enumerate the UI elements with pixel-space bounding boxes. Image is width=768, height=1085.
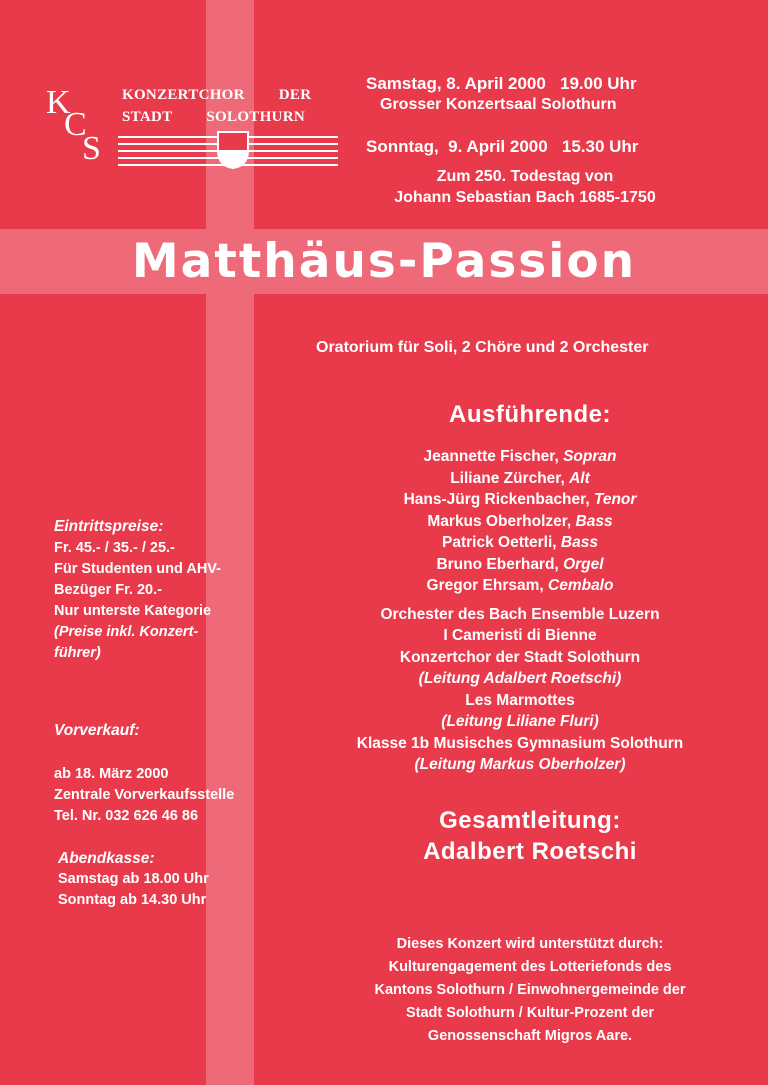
logo-letter-s: S [82, 130, 101, 167]
soloist-item [310, 511, 730, 533]
soloist-role: Alt [569, 469, 590, 487]
logo-letter-k: K [46, 84, 71, 121]
ensemble-item: Klasse 1b Musisches Gymnasium Solothurn [356, 734, 684, 752]
soloist-name: Patrick Oetterli, [442, 534, 561, 551]
logo-letter-c: C [64, 106, 87, 143]
soloist-role: Cembalo [548, 577, 614, 594]
date-line-saturday: Samstag, 8. April 2000 19.00 Uhr [366, 74, 637, 93]
soloist-name: Gregor Ehrsam, [426, 577, 548, 594]
boxoffice-block [58, 848, 209, 911]
soloist-item [310, 554, 730, 576]
presale-line: Tel. Nr. 032 626 46 86 [54, 808, 199, 824]
performers-heading: Ausführende: [449, 401, 611, 428]
soloist-name: Jeannette Fischer, [423, 448, 564, 465]
logo-word-konzertchor: KONZERTCHOR [122, 87, 245, 103]
logo-word-stadt: STADT [122, 109, 173, 125]
ensembles-list [310, 604, 730, 776]
choir-logo [44, 84, 344, 176]
soloist-item [310, 446, 730, 468]
ensemble-item: Orchester des Bach Ensemble Luzern [380, 605, 660, 623]
soloist-item [310, 575, 730, 597]
soloist-role: Bass [575, 512, 613, 530]
soloist-role: Bass [560, 534, 598, 551]
soloist-name: Bruno Eberhard, [436, 555, 564, 573]
soloist-name: Liliane Zürcher, [450, 469, 570, 487]
logo-word-solothurn: SOLOTHURN [206, 109, 305, 125]
presale-heading: Vorverkauf: [54, 722, 140, 739]
soloist-role: Tenor [593, 491, 637, 508]
ensemble-item: Les Marmottes [465, 691, 575, 709]
boxoffice-line: Sonntag ab 14.30 Uhr [58, 892, 207, 908]
occasion-line-2: Johann Sebastian Bach 1685-1750 [394, 189, 656, 206]
prices-line: Nur unterste Kategorie [54, 603, 212, 619]
page-title: Matthäus-Passion [131, 234, 637, 289]
logo-text [122, 84, 311, 128]
soloist-item [310, 468, 730, 490]
prices-heading: Eintrittspreise: [54, 518, 164, 535]
soloist-item [310, 489, 730, 511]
sponsor-notice [330, 933, 730, 1048]
ensemble-item: (Leitung Adalbert Roetschi) [418, 670, 622, 687]
ensemble-item: Konzertchor der Stadt Solothurn [399, 648, 641, 666]
ensemble-item: (Leitung Markus Oberholzer) [414, 756, 626, 773]
prices-line: Bezüger Fr. 20.- [54, 582, 162, 598]
presale-line: ab 18. März 2000 [54, 766, 169, 782]
soloists-list [310, 446, 730, 597]
occasion-line-1: Zum 250. Todestag von [436, 168, 614, 185]
prices-note: (Preise inkl. Konzert- [54, 624, 199, 640]
logo-word-der: DER [278, 87, 312, 103]
date-line-sunday: Sonntag, 9. April 2000 15.30 Uhr [366, 137, 639, 156]
gesamtleitung-name: Adalbert Roetschi [423, 838, 637, 865]
prices-line: Für Studenten und AHV- [54, 561, 222, 577]
subtitle: Oratorium für Soli, 2 Chöre und 2 Orchester [316, 339, 649, 356]
sponsor-line: Genossenschaft Migros Aare. [427, 1028, 633, 1044]
solothurn-shield-icon [216, 130, 250, 170]
sponsor-line: Dieses Konzert wird unterstützt durch: [396, 936, 664, 952]
gesamtleitung [330, 805, 730, 867]
performers-list [310, 446, 730, 776]
venue: Grosser Konzertsaal Solothurn [380, 96, 617, 113]
boxoffice-line: Samstag ab 18.00 Uhr [58, 871, 209, 887]
sponsor-line: Kantons Solothurn / Einwohnergemeinde der [374, 982, 686, 998]
soloist-role: Orgel [563, 555, 604, 573]
prices-block [54, 516, 221, 664]
prices-line: Fr. 45.- / 35.- / 25.- [54, 540, 175, 556]
gesamtleitung-heading: Gesamtleitung: [439, 807, 621, 834]
ensemble-item: (Leitung Liliane Fluri) [441, 713, 599, 730]
ensemble-item: I Cameristi di Bienne [443, 627, 597, 644]
sponsor-line: Stadt Solothurn / Kultur-Prozent der [405, 1005, 655, 1021]
presale-line: Zentrale Vorverkaufsstelle [54, 787, 235, 803]
soloist-role: Sopran [563, 448, 617, 465]
occasion [340, 166, 710, 208]
soloist-item [310, 532, 730, 554]
boxoffice-heading: Abendkasse: [58, 850, 155, 867]
sponsor-line: Kulturengagement des Lotteriefonds des [388, 959, 672, 975]
soloist-name: Hans-Jürg Rickenbacher, [403, 491, 594, 508]
soloist-name: Markus Oberholzer, [427, 512, 576, 530]
presale-block [54, 720, 234, 827]
prices-note: führer) [54, 645, 101, 661]
